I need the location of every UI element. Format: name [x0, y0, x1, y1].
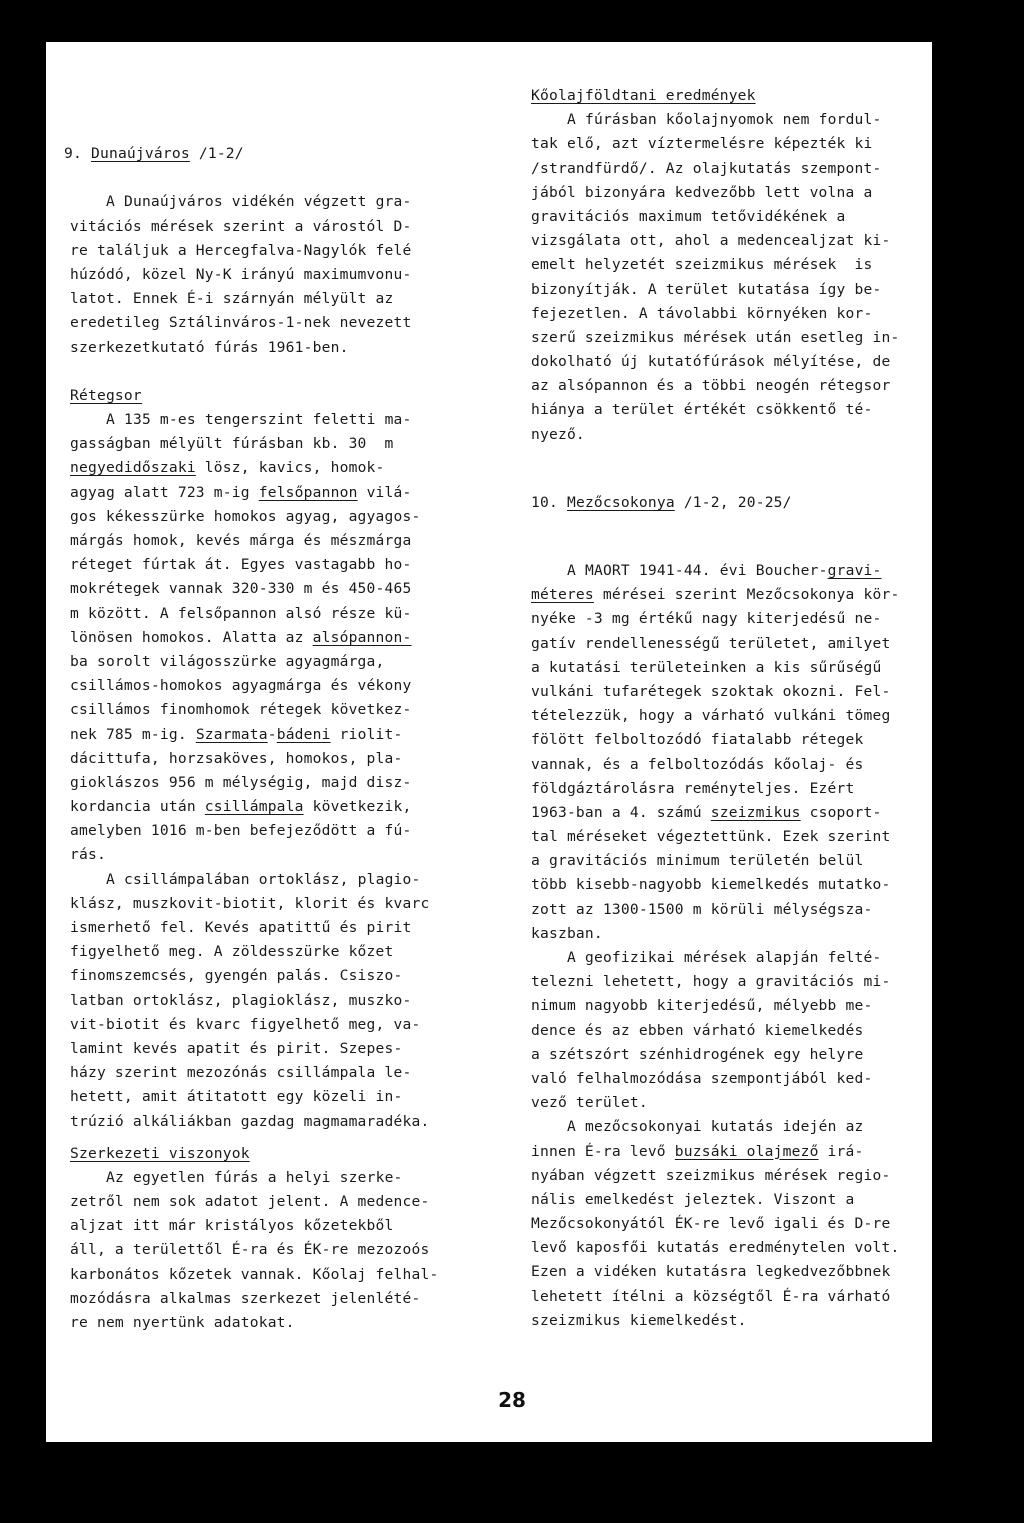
page-number: 28 [498, 1388, 526, 1412]
document-sheet [46, 42, 932, 1442]
section-title-stratigraphy: Rétegsor [70, 386, 142, 404]
section-heading-10: 10. Mezőcsokonya /1-2, 20-25/ [531, 493, 792, 511]
petroleum-paragraph: A fúrásban kőolajnyomok nem fordul- tak elő, azt víztermelésre képezték ki /strandfürdő/. Az olajkutatás szempont- jából bizonyára kedvezőbb lett volna a gravitációs maximum tetővidékének a vizsgálata ott, ahol a medencealjzat ki- emelt helyzetét szeizmikus mérések is bizonyítják. A terület kutatása így be- fejezetlen. A távolabbi környéken kor- szerű szeizmikus mérések után esetleg in- dokolható új kutatófúrások mélyítése, de az alsópannon és a többi neogén rétegsor hiánya a terület értékét csökkentő té- nyező. [531, 111, 900, 443]
section-heading-9: 9. Dunaújváros /1-2/ [64, 145, 244, 162]
intro-paragraph: A Dunaújváros vidékén végzett gra- [106, 193, 412, 211]
left-column [64, 142, 474, 1335]
stratigraphy-section: Rétegsor A 135 m-es tengerszint feletti ma- gasságban mélyült fúrásban kb. 30 m negyedidőszaki lösz, kavics, homok- agyag alatt 723 m-ig felsőpannon vilá- gos kékesszürke homokos agyag, agyagos- márgás homok, kevés márga és mészmárga réteget fúrtak át. Egyes vastagabb ho- mokrétegek vannak 320-330 m és 450-465 m között. A felsőpannon alsó része kü- lönösen homokos. Alatta az alsópannon- ba sorolt világosszürke agyagmárga, csillámos-homokos agyagmárga és vékony csillámos finomhomok rétegek következ- nek 785 m-ig. Szarmata-bádeni riolit- dácittufa, horzsaköves, homokos, pla- gioklászos 956 m mélységig, majd disz- kordancia után csillámpala következik, amelyben 1016 m-ben befejeződött a fú- rás. A csillámpalában ortoklász, plagio- klász, muszkovit-biotit, klorit és kvarc ismerhető fel. Kevés apatittű és pirit figyelhető meg. A zöldesszürke kőzet finomszemcsés, gyengén palás. Csiszo- latban ortoklász, plagioklász, muszko- vit-biotit és kvarc figyelhető meg, va- lamint kevés apatit és pirit. Szepes- házy szerint mezozónás csillámpala le- hetett, amit átitatott egy közeli in- trúzió alkáliákban gazdag magmamaradéka. Szerkezeti viszonyok Az egyetlen fúrás a helyi szerke- zetről nem sok adatot jelent. A medence- aljzat itt már kristályos kőzetekből áll, a területtől É-ra és ÉK-re mezozoós karbonátos kőzetek vannak. Kőolaj felhal- mozódásra alkalmas szerkezet jelenlété- re nem nyertünk adatokat. [64, 384, 474, 1335]
section-title-petroleum: Kőolajföldtani eredmények [531, 87, 756, 104]
intro-paragraph-rest: vitációs mérések szerint a várostól D- re találjuk a Hercegfalva-Nagylók felé húzódó, közel Ny-K irányú maximumvonu- latot. Ennek É-i szárnyán mélyült az eredetileg Sztálinváros-1-nek nevezett szerkezetkutató fúrás 1961-ben. [70, 217, 412, 356]
mezocsokonya-paragraph: A MAORT 1941-44. évi Boucher-gravi- méteres mérései szerint Mezőcsokonya kör- nyéke -3 mg értékű nagy kiterjedésű ne- gatív rendellenességű területet, amilyet a kutatási területeinken a kis sűrűségű vulkáni tufarétegek szoktak okozni. Fel- tételezzük, hogy a várható vulkáni tömeg fölött felboltozódó fiatalabb rétegek vannak, és a felboltozódás kőolaj- és földgáztárolásra reményteljes. Ezért 1963-ban a 4. számú szeizmikus csoport- tal méréseket végeztettünk. Ezek szerint a gravitációs minimum területén belül több kisebb-nagyobb kiemelkedés mutatko- zott az 1300-1500 m körüli mélységsza- kaszban. A geofizikai mérések alapján felté- telezni lehetett, hogy a gravitációs mi- nimum nagyobb kiterjedésű, mélyebb me- dence és az ebben várható kiemelkedés a szétszórt szénhidrogének egy helyre való felhalmozódása szempontjából ked- vező terület. A mezőcsokonyai kutatás idején az innen É-ra levő buzsáki olajmező irá- nyában végzett szeizmikus mérések regio- nális emelkedést jeleztek. Viszont a Mezőcsokonyától ÉK-re levő igali és D-re levő kaposfői kutatás eredménytelen volt. Ezen a vidéken kutatásra legkedvezőbbnek lehetett ítélni a községtől É-ra várható szeizmikus kiemelkedést. [531, 562, 900, 1329]
right-column [531, 84, 941, 1333]
section-title-structure: Szerkezeti viszonyok [70, 1144, 250, 1162]
